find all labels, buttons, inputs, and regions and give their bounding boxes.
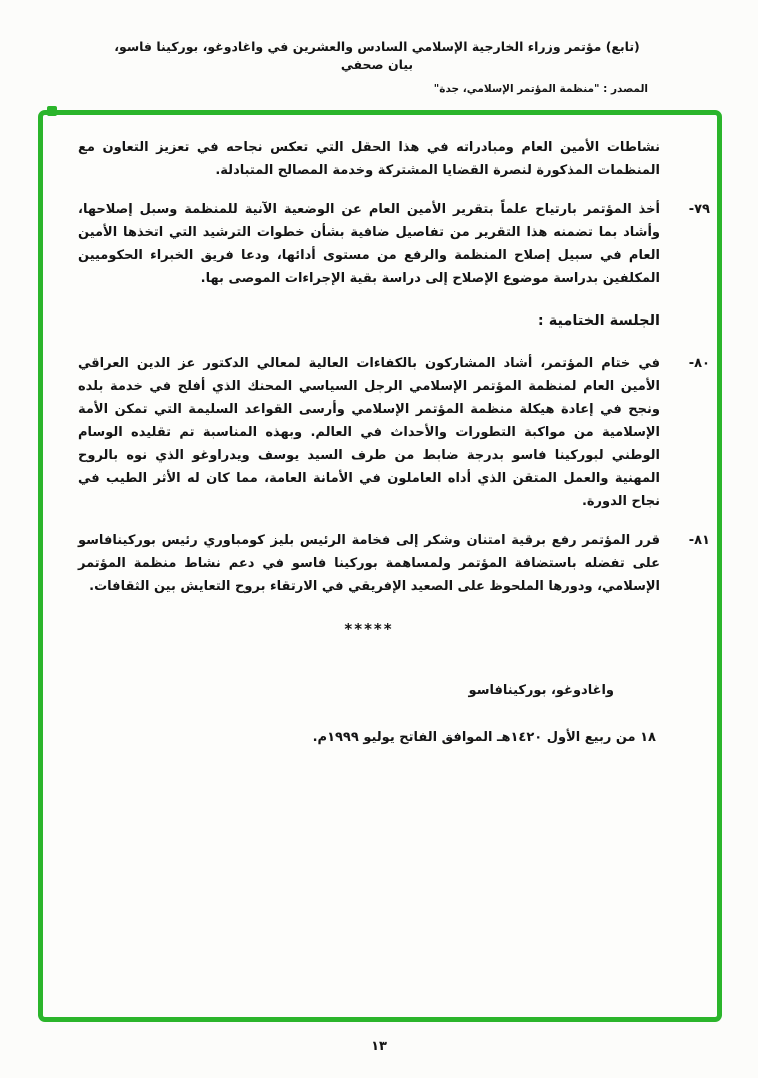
paragraph-80-text: في ختام المؤتمر، أشاد المشاركون بالكفاءات العالية لمعالي الدكتور عز الدين العراقي الأمين العام لمنظمة المؤتمر الإسلامي الرجل السياسي المحنك الذي أفلح في خدمة بلده ونجح في إعادة هيكلة منظمة المؤتمر الإسلامي وأرسى القواعد السليمة التي تمكن الأمة الإسلامية من مواكبة التطورات والأحداث في العالم. وبهذه المناسبة تم تقليده الوسام الوطني لبوركينا فاسو بدرجة ضابط من طرف السيد يوسف ويدراوغو الذي نوه بالروح المهنية والعمل المتقن الذي أداه العاملون في الأمانة العامة، مما كان له الأثر الطيب في نجاح الدورة. xyxy=(78,356,660,509)
green-border-frame xyxy=(38,110,722,1022)
paragraph-81-text: قرر المؤتمر رفع برقية امتنان وشكر إلى فخامة الرئيس بليز كومباوري رئيس بوركينافاسو على تفضله باستضافة المؤتمر ولمساهمة بوركينا فاسو في دعم نشاط منظمة المؤتمر الإسلامي، ودورها الملحوظ على الصعيد الإفريقي في الارتقاء بروح التعايش بين الثقافات. xyxy=(78,533,660,594)
page-number: ١٣ xyxy=(371,1039,387,1054)
paragraph-81 xyxy=(78,529,710,598)
signoff-date: ١٨ من ربيع الأول ١٤٢٠هـ الموافق الفاتح يوليو ١٩٩٩م. xyxy=(312,730,656,745)
paragraph-79 xyxy=(78,198,710,290)
paragraph-81-number: ٨١- xyxy=(688,533,710,548)
paragraph-80 xyxy=(78,352,710,513)
signoff-location: واغادوغو، بوركينافاسو xyxy=(468,683,614,698)
paragraph-79-number: ٧٩- xyxy=(688,202,710,217)
asterisk-separator: ***** xyxy=(344,620,394,638)
frame-corner-artifact xyxy=(47,106,57,116)
paragraph-79-text: أخذ المؤتمر بارتياح علماً بتقرير الأمين العام عن الوضعية الآنية للمنظمة وسبل إصلاحها، وأشاد بما تضمنه هذا التقرير من تفاصيل ضافية بشأن خطوات الترشيد التي اتخذها الأمين العام في سبيل إصلاح المنظمة والرفع من مستوى أدائها، ودعا فريق الخبراء الحكوميين المكلفين بدراسة موضوع الإصلاح إلى دراسة بقية الإجراءات الموصى بها. xyxy=(78,202,660,286)
header-title: (تابع) مؤتمر وزراء الخارجية الإسلامي السادس والعشرين في واغادوغو، بوركينا فاسو، بيان صحفي xyxy=(114,39,640,72)
document-header xyxy=(100,38,654,95)
header-source: المصدر : "منظمة المؤتمر الإسلامي، جدة" xyxy=(433,83,648,95)
paragraph-80-number: ٨٠- xyxy=(688,356,710,371)
closing-session-heading: الجلسة الختامية : xyxy=(537,313,660,329)
intro-paragraph: نشاطات الأمين العام ومبادراته في هذا الحقل التي تعكس نجاحه في تعزيز التعاون مع المنظمات المذكورة لنصرة القضايا المشتركة وخدمة المصالح المتبادلة. xyxy=(78,140,660,178)
document-body xyxy=(43,115,717,749)
